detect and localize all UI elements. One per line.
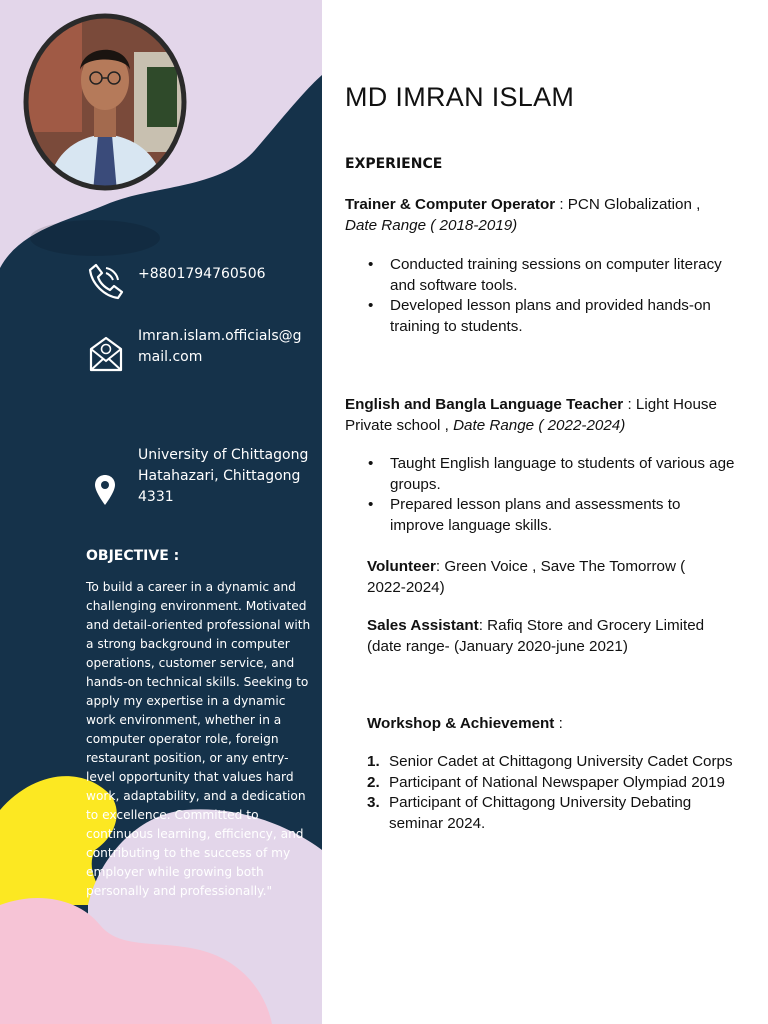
list-item: • Developed lesson plans and provided hands-on training to students. [345,296,735,337]
sales-entry [367,615,737,657]
candidate-name: MD IMRAN ISLAM [345,82,575,112]
workshop-colon: : [554,715,563,732]
volunteer-text: : Green Voice , Save The Tomorrow ( 2022-2024) [367,558,686,596]
job-title: Trainer & Computer Operator [345,196,556,213]
envelope-icon [88,335,124,373]
job-employer: : Light House Private school , [345,396,717,434]
job-employer: : PCN Globalization , [555,196,701,213]
profile-photo [22,12,188,192]
list-item: • Conducted training sessions on computer literacy and software tools. [345,255,735,296]
list-item: • Prepared lesson plans and assessments to improve language skills. [345,495,735,536]
job-date: Date Range ( 2022-2024) [453,417,626,434]
achievement-list [367,752,737,834]
item-text: Participant of Chittagong University Debating seminar 2024. [389,794,692,832]
item-text: Senior Cadet at Chittagong University Cadet Corps [389,753,733,770]
job-title: English and Bangla Language Teacher [345,396,624,413]
volunteer-label: Volunteer [367,558,436,575]
workshop-heading [367,713,727,734]
workshop-title: Workshop & Achievement [367,715,555,732]
job-entry-teacher [345,394,757,436]
objective-heading: OBJECTIVE : [86,548,180,564]
list-item [367,793,737,834]
item-text: Participant of National Newspaper Olympiad 2019 [389,773,725,791]
volunteer-entry [367,556,727,598]
location-pin-icon [94,474,116,506]
item-number: 1. [367,753,380,770]
objective-text: To build a career in a dynamic and challenging environment. Motivated and detail-oriented professional with a strong background in computer operations, customer service, and hands-on technical skills. Seeking to apply my expertise in a dynamic work environment, whether in a computer operator role, foreign restaurant position, or any entry-level opportunity that values hard work, adaptability, and a dedication to excellence. Committed to continuous learning, efficiency, and contributing to the success of my employer while growing both personally and professionally." [86,580,311,898]
list-item: • Taught English language to students of various age groups. [345,454,735,495]
item-number: 3. [367,794,380,811]
job-bullets-trainer [345,255,735,337]
sales-label: Sales Assistant [367,617,479,634]
address: University of Chittagong Hatahazari, Chittagong 4331 [138,447,309,505]
job-bullets-teacher [345,454,735,536]
sales-text: : Rafiq Store and Grocery Limited (date range- (January 2020-june 2021) [367,617,705,655]
job-entry-trainer [345,194,735,236]
email-address[interactable]: Imran.islam.officials@gmail.com [138,328,302,365]
main-content [322,0,768,1024]
phone-icon [88,262,124,300]
list-item [367,752,737,773]
experience-heading: EXPERIENCE [345,156,443,172]
job-date: Date Range ( 2018-2019) [345,217,518,234]
sidebar [0,0,322,1024]
item-number: 2. [367,773,380,791]
phone-number[interactable]: +8801794760506 [138,266,266,282]
list-item [367,773,737,794]
